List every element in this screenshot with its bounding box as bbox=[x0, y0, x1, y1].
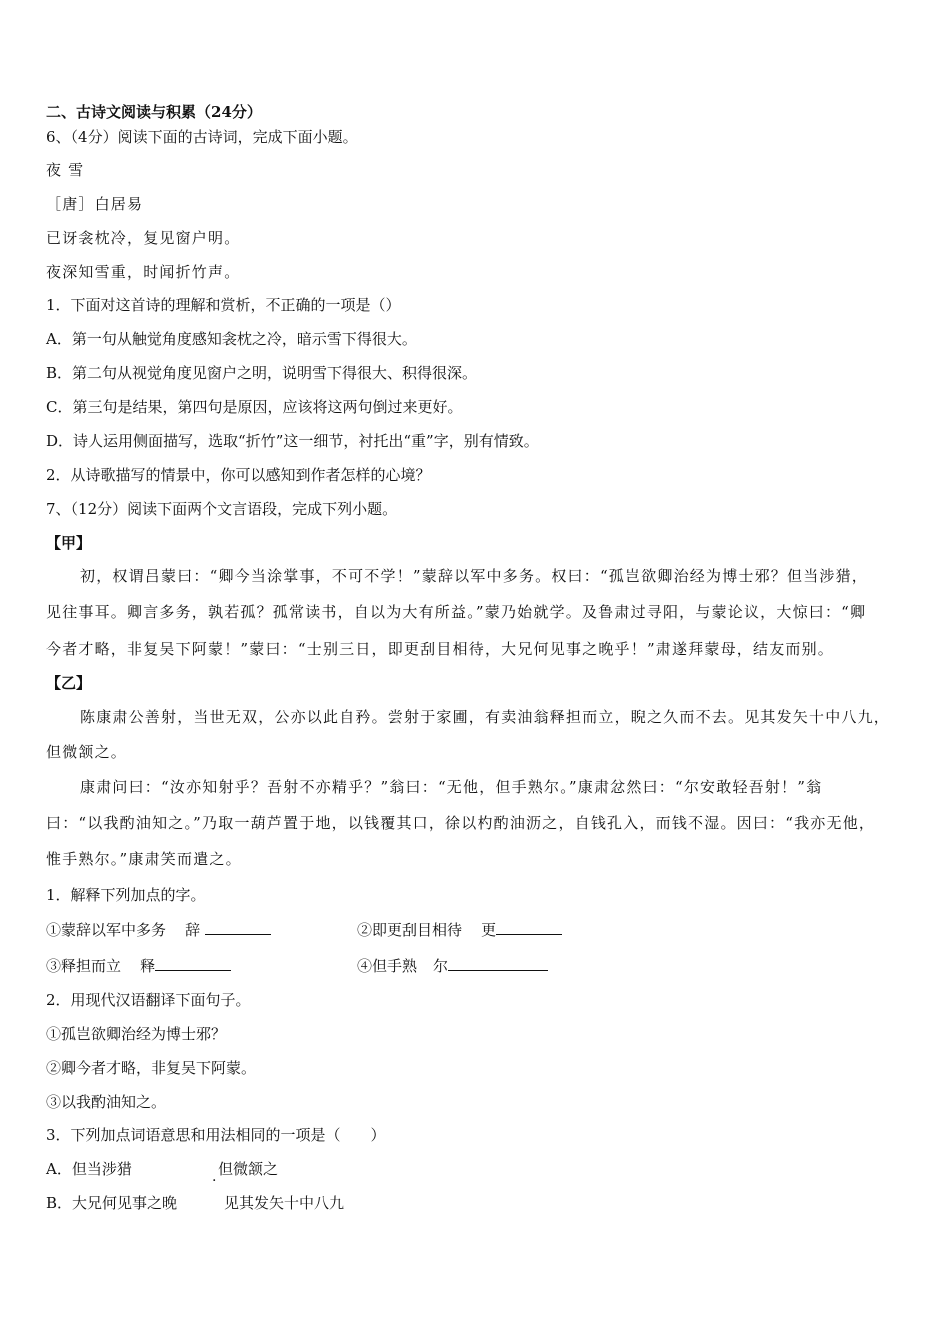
poem-author: ［唐］白居易 bbox=[46, 195, 144, 213]
word-item-1-char: 辞 bbox=[185, 921, 201, 939]
answer-blank-2[interactable] bbox=[496, 918, 562, 935]
q6-option-c: C．第三句是结果，第四句是原因，应该将这两句倒过来更好。 bbox=[46, 398, 463, 416]
answer-blank-1[interactable] bbox=[205, 918, 271, 935]
poem-title: 夜 雪 bbox=[46, 161, 85, 179]
word-item-1-text: ①蒙辞以军中多务 bbox=[46, 921, 167, 939]
passage-yi-label: 【乙】 bbox=[46, 674, 92, 692]
q7-sub-question-1: 1．解释下列加点的字。 bbox=[46, 886, 206, 904]
word-item-4-text: ④但手熟 bbox=[357, 957, 418, 975]
word-item-3-char: 释 bbox=[140, 957, 156, 975]
passage-yi-line-3: 康肃问曰：“汝亦知射乎？吾射不亦精乎？”翁曰：“无他，但手熟尔。”康肃忿然曰：“尔安敢轻吾射！”翁 bbox=[80, 778, 823, 796]
word-item-3 bbox=[46, 954, 231, 977]
answer-blank-3[interactable] bbox=[155, 954, 231, 971]
q7-sub-question-2: 2．用现代汉语翻译下面句子。 bbox=[46, 991, 251, 1009]
poem-line-2: 夜深知雪重，时闻折竹声。 bbox=[46, 263, 241, 281]
passage-jia-line-1: 初，权谓吕蒙曰：“卿今当涂掌事，不可不学！”蒙辞以军中多务。权曰：“孤岂欲卿治经为博士邪？但当涉猎， bbox=[80, 567, 869, 585]
q6-option-a: A．第一句从触觉角度感知衾枕之冷，暗示雪下得很大。 bbox=[46, 330, 417, 348]
word-item-4-char: 尔 bbox=[433, 957, 449, 975]
q6-option-d: D．诗人运用侧面描写，选取“折竹”这一细节，衬托出“重”字，别有情致。 bbox=[46, 432, 539, 450]
emphasis-dot: . bbox=[212, 1169, 217, 1185]
translate-item-3: ③以我酌油知之。 bbox=[46, 1093, 167, 1111]
word-item-2-char: 更 bbox=[481, 921, 497, 939]
q7-option-a-right-text: 但微颔之 bbox=[218, 1160, 279, 1178]
question-7-prompt: 7、（12分）阅读下面两个文言语段，完成下列小题。 bbox=[46, 500, 398, 518]
passage-jia-line-2: 见往事耳。卿言多务，孰若孤？孤常读书，自以为大有所益。”蒙乃始就学。及鲁肃过寻阳，与蒙论议，大惊曰：“卿 bbox=[46, 603, 867, 621]
q7-option-a-right bbox=[212, 1158, 279, 1185]
word-item-3-text: ③释担而立 bbox=[46, 957, 122, 975]
passage-yi-line-5: 惟手熟尔。”康肃笑而遣之。 bbox=[46, 850, 242, 868]
section-title: 二、古诗文阅读与积累（24分） bbox=[46, 103, 262, 121]
passage-jia-label: 【甲】 bbox=[46, 534, 92, 552]
translate-item-1: ①孤岂欲卿治经为博士邪？ bbox=[46, 1025, 227, 1043]
q6-sub-question-1: 1．下面对这首诗的理解和赏析，不正确的一项是（） bbox=[46, 296, 401, 314]
passage-yi-line-1: 陈康肃公善射，当世无双，公亦以此自矜。尝射于家圃，有卖油翁释担而立，睨之久而不去。见其发矢十中八九， bbox=[80, 708, 891, 726]
q6-option-b: B．第二句从视觉角度见窗户之明，说明雪下得很大、积得很深。 bbox=[46, 364, 478, 382]
question-6-prompt: 6、（4分）阅读下面的古诗词，完成下面小题。 bbox=[46, 128, 358, 146]
passage-yi-line-2: 但微颔之。 bbox=[46, 743, 128, 761]
word-item-4 bbox=[357, 954, 548, 977]
q7-option-a-left: A．但当涉猎 bbox=[46, 1160, 132, 1178]
passage-yi-line-4: 曰：“以我酌油知之。”乃取一葫芦置于地，以钱覆其口，徐以杓酌油沥之，自钱孔入，而钱不湿。因曰：“我亦无他， bbox=[46, 814, 876, 832]
word-item-2 bbox=[357, 918, 562, 941]
word-item-2-text: ②即更刮目相待 bbox=[357, 921, 463, 939]
word-item-4-dotted bbox=[417, 954, 433, 976]
passage-jia-line-3: 今者才略，非复吴下阿蒙！”蒙曰：“士别三日，即更刮目相待，大兄何见事之晚乎！”肃遂拜蒙母，结友而别。 bbox=[46, 640, 835, 658]
poem-line-1: 已讶衾枕冷，复见窗户明。 bbox=[46, 229, 241, 247]
q7-sub-question-3: 3．下列加点词语意思和用法相同的一项是（ ） bbox=[46, 1126, 386, 1144]
translate-item-2: ②卿今者才略，非复吴下阿蒙。 bbox=[46, 1059, 257, 1077]
word-item-1 bbox=[46, 918, 271, 941]
q7-option-b-right: 见其发矢十中八九 bbox=[224, 1194, 345, 1212]
answer-blank-4[interactable] bbox=[448, 954, 548, 971]
q6-sub-question-2: 2．从诗歌描写的情景中，你可以感知到作者怎样的心境？ bbox=[46, 466, 431, 484]
q7-option-b-left: B．大兄何见事之晚 bbox=[46, 1194, 178, 1212]
